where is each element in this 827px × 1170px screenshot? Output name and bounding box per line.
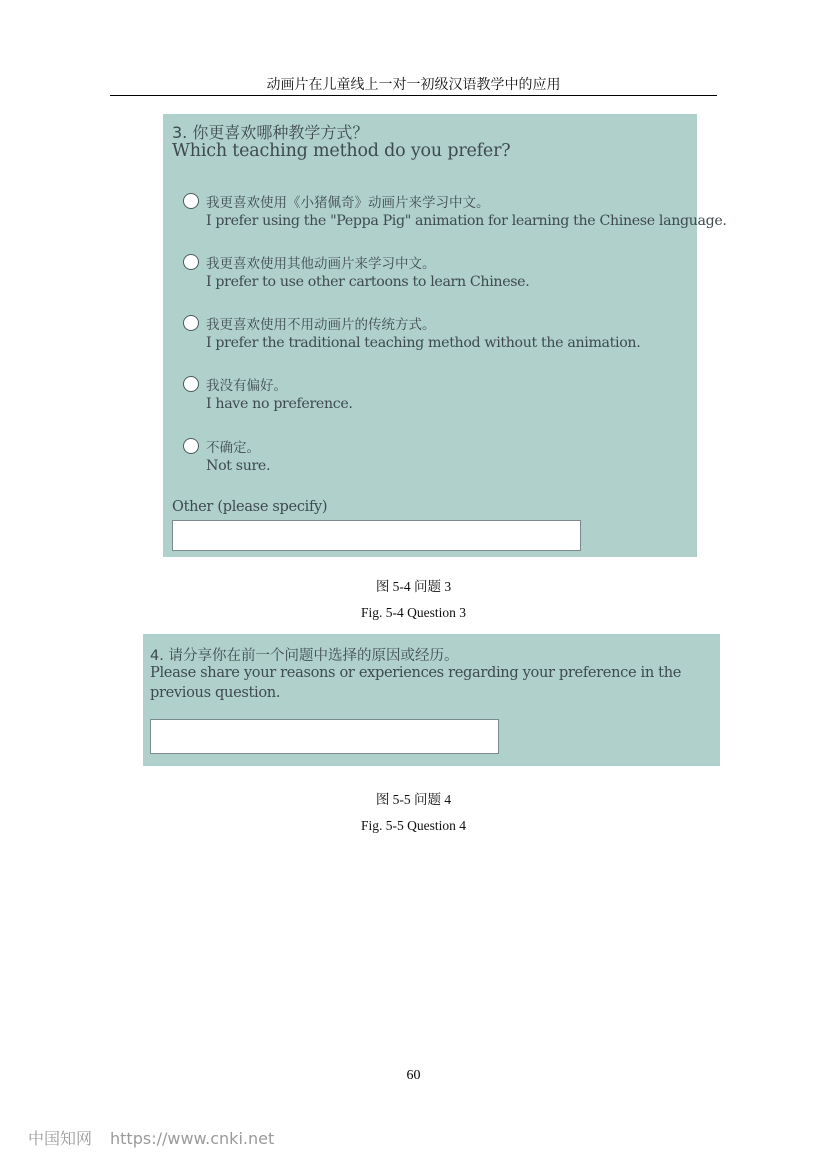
option-not-sure[interactable]: [181, 436, 697, 486]
running-header: 动画片在儿童线上一对一初级汉语教学中的应用: [266, 77, 561, 93]
question-3-title-cn: 3. 你更喜欢哪种教学方式？: [172, 123, 369, 142]
header-rule: [110, 95, 717, 96]
radio-button[interactable]: [183, 193, 199, 209]
figure-caption-5-5-cn: 图 5-5 问题 4: [375, 792, 452, 807]
option-label-cn: 我没有偏好。: [206, 378, 287, 394]
option-label-cn: 我更喜欢使用其他动画片来学习中文。: [206, 256, 436, 272]
question-4-panel: [143, 634, 720, 766]
option-peppa-pig[interactable]: [181, 191, 727, 241]
other-specify-label: Other (please specify): [172, 499, 328, 515]
radio-button[interactable]: [183, 315, 199, 331]
option-label-cn: 我更喜欢使用《小猪佩奇》动画片来学习中文。: [206, 195, 490, 211]
option-label-en: I prefer the traditional teaching method without the animation.: [206, 335, 641, 351]
figure-caption-5-4-cn: 图 5-4 问题 3: [375, 579, 452, 594]
option-traditional[interactable]: [181, 313, 697, 363]
option-other-cartoons[interactable]: [181, 252, 697, 302]
figure-caption-5-5-en: Fig. 5-5 Question 4: [360, 818, 466, 833]
option-label-cn: 我更喜欢使用不用动画片的传统方式。: [206, 317, 436, 333]
question-4-title-en: Please share your reasons or experiences regarding your preference in the previous question.: [150, 664, 682, 701]
question-3-title-en: Which teaching method do you prefer?: [172, 141, 511, 161]
watermark: [28, 1126, 274, 1149]
radio-button[interactable]: [183, 254, 199, 270]
question-3-panel: [163, 114, 727, 557]
question-3-options: [163, 114, 727, 557]
watermark-brand: 中国知网: [28, 1129, 93, 1148]
other-specify-input[interactable]: [172, 520, 581, 551]
option-label-en: I prefer using the "Peppa Pig" animation for learning the Chinese language.: [206, 213, 727, 229]
option-label-cn: 不确定。: [206, 440, 260, 456]
option-label-en: Not sure.: [206, 458, 271, 474]
figure-caption-5-4-en: Fig. 5-4 Question 3: [360, 605, 466, 620]
option-label-en: I have no preference.: [206, 396, 353, 412]
reason-input[interactable]: [150, 719, 499, 754]
question-4-title-cn: 4. 请分享你在前一个问题中选择的原因或经历。: [150, 648, 459, 664]
radio-button[interactable]: [183, 376, 199, 392]
radio-button[interactable]: [183, 438, 199, 454]
watermark-url[interactable]: https://www.cnki.net: [110, 1129, 275, 1148]
option-no-preference[interactable]: [181, 374, 697, 424]
page-number: 60: [406, 1068, 421, 1083]
option-label-en: I prefer to use other cartoons to learn Chinese.: [206, 274, 530, 290]
